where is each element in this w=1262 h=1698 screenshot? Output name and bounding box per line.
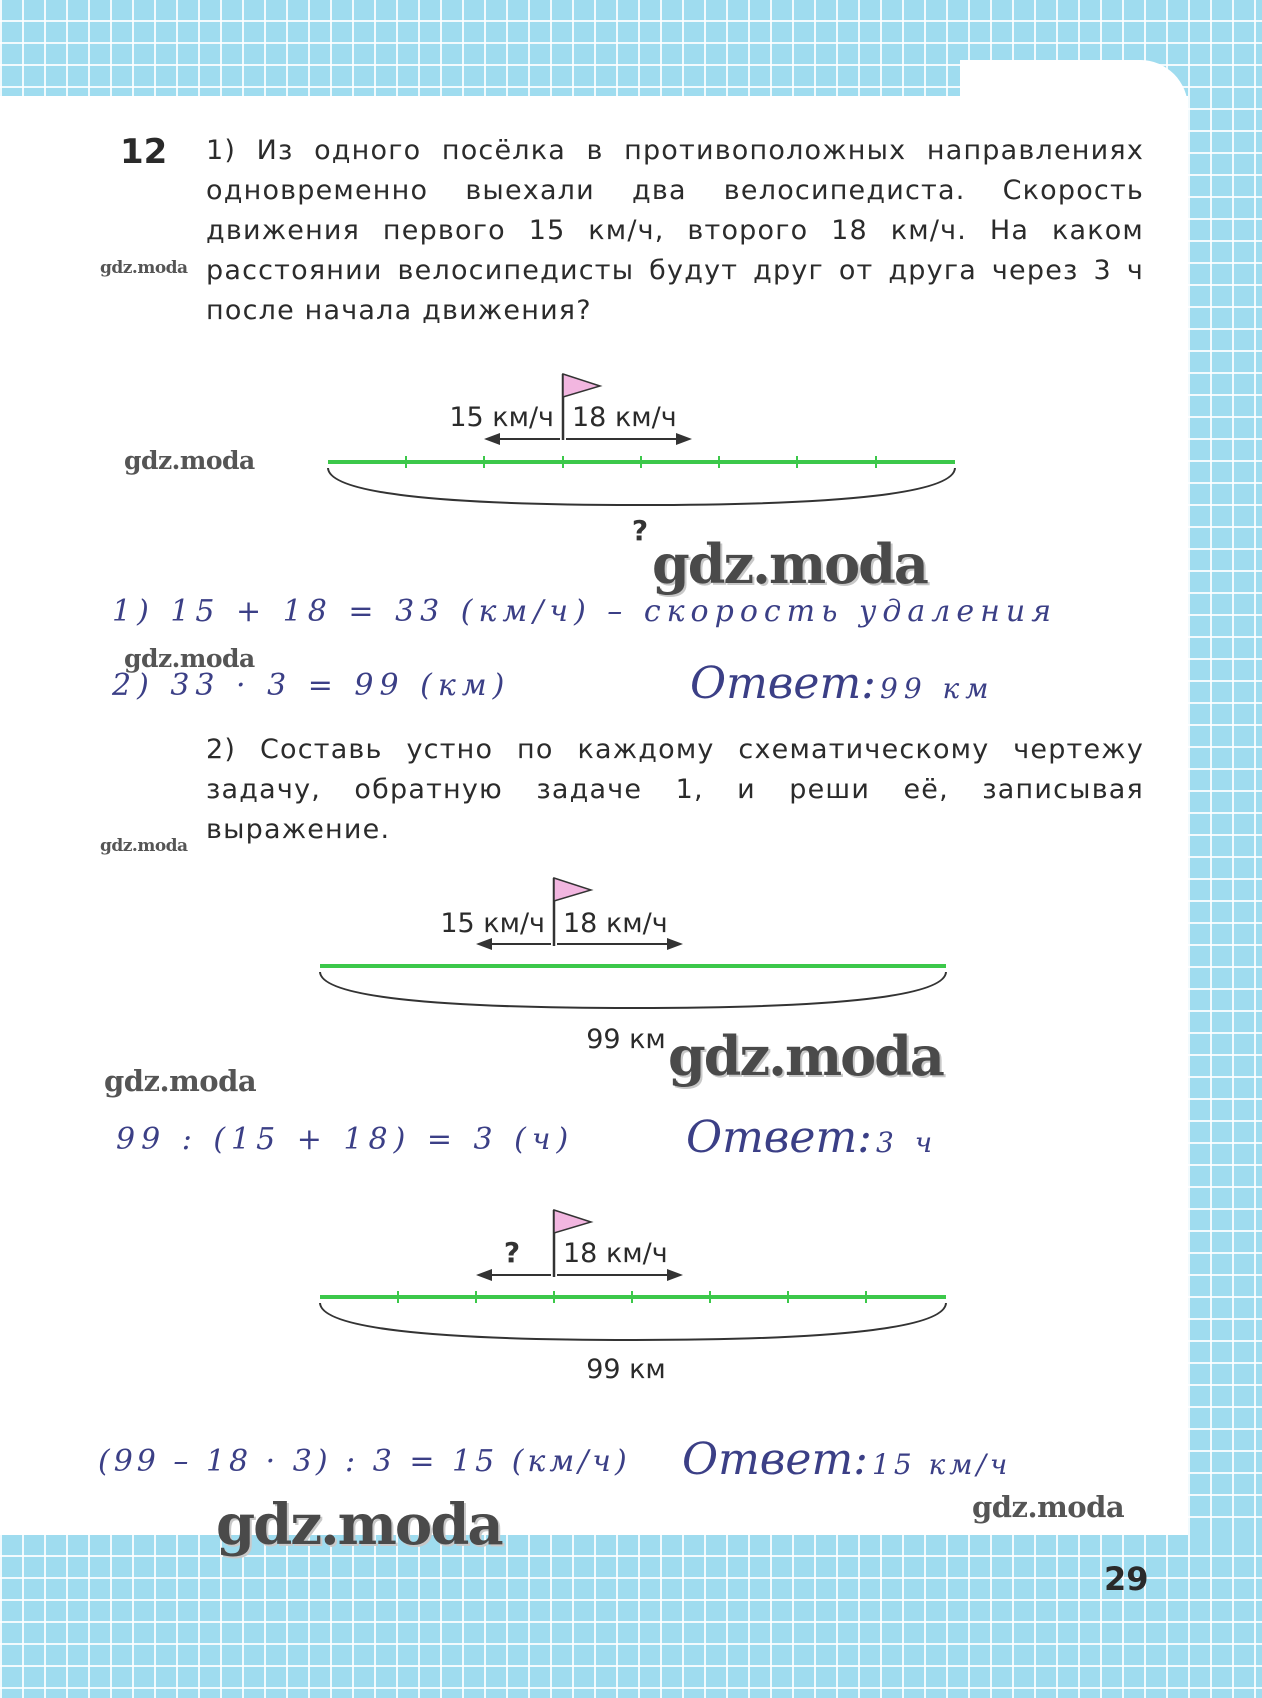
diagram3-distance-brace <box>320 1303 946 1340</box>
diagram1-flag-icon <box>563 374 600 397</box>
diagram3-right-arrowhead-icon <box>667 1269 683 1281</box>
diagram-3 <box>320 1210 946 1385</box>
watermark-small-2: gdz.moda <box>124 446 255 475</box>
diagram2-left-speed: 15 км/ч <box>440 908 545 939</box>
diagram1-right-arrowhead-icon <box>676 433 692 445</box>
diagram1-distance-brace <box>328 468 955 505</box>
diagram1-left-speed: 15 км/ч <box>449 402 554 433</box>
diagram3-total-distance: 99 км <box>586 1354 666 1385</box>
solution3-answer-word: Ответ: <box>682 1434 868 1485</box>
diagram3-right-speed: 18 км/ч <box>563 1238 668 1269</box>
diagram1-unknown-distance: ? <box>631 514 649 547</box>
diagram2-flag-icon <box>554 878 591 901</box>
watermark-small-4: gdz.moda <box>100 836 188 856</box>
diagram3-unknown-speed: ? <box>503 1236 521 1269</box>
watermark-large-1: gdz.moda <box>652 532 927 596</box>
diagram1-left-arrowhead-icon <box>484 433 500 445</box>
solution3-line1: (99 – 18 · 3) : 3 = 15 (км/ч) <box>98 1444 631 1479</box>
diagram3-left-arrowhead-icon <box>476 1269 492 1281</box>
watermark-small-1: gdz.moda <box>100 258 188 278</box>
watermark-large-2: gdz.moda <box>668 1024 943 1088</box>
solution1-line2: 2) 33 · 3 = 99 (км) <box>112 668 511 703</box>
watermark-large-3: gdz.moda <box>216 1492 502 1558</box>
task-part1-text: 1) Из одного посёлка в противоположных направлениях одновременно выехали два велосипедиста. Скорость движения первого 15 км/ч, второго 18 км/ч. На каком расстоянии велосипедисты будут друг от друга через 3 ч после начала движения? <box>206 135 1144 326</box>
solution3-answer-value: 15 км/ч <box>872 1448 1012 1481</box>
diagram1-right-speed: 18 км/ч <box>572 402 677 433</box>
diagram-1 <box>328 374 955 547</box>
solution1-line1: 1) 15 + 18 = 33 (км/ч) – скорость удаления <box>112 594 1058 629</box>
solution1-answer-value: 99 км <box>880 672 995 705</box>
task-part2-text: 2) Составь устно по каждому схематическому чертежу задачу, обратную задаче 1, и реши её, записывая выражение. <box>206 734 1144 845</box>
diagram2-right-speed: 18 км/ч <box>563 908 668 939</box>
watermark-small-3: gdz.moda <box>124 644 255 673</box>
watermark-small-5: gdz.moda <box>104 1064 257 1098</box>
diagram2-total-distance: 99 км <box>586 1024 666 1055</box>
solution1-answer-word: Ответ: <box>690 658 876 709</box>
page-number: 29 <box>1104 1560 1149 1598</box>
diagram2-left-arrowhead-icon <box>476 938 492 950</box>
solution2-answer-value: 3 ч <box>876 1126 939 1159</box>
task-number: 12 <box>120 132 168 172</box>
solution2-answer-word: Ответ: <box>686 1112 872 1163</box>
diagram2-distance-brace <box>320 972 946 1008</box>
diagram2-right-arrowhead-icon <box>667 938 683 950</box>
watermark-small-6: gdz.moda <box>972 1490 1125 1524</box>
diagram3-flag-icon <box>554 1210 591 1233</box>
solution2-line1: 99 : (15 + 18) = 3 (ч) <box>116 1122 575 1157</box>
